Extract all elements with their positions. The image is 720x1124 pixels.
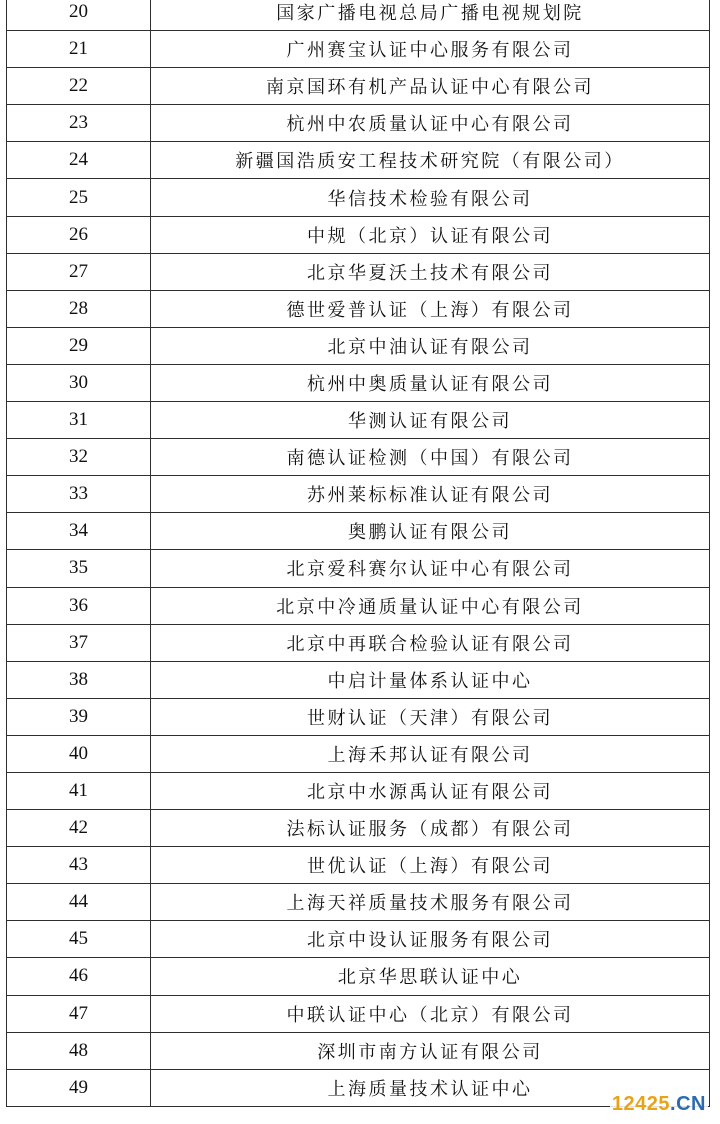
organization-name-cell: 北京华思联认证中心 [337,967,523,989]
organization-name-cell: 杭州中农质量认证中心有限公司 [286,114,574,136]
row-number-cell: 33 [7,476,151,512]
row-number-cell: 46 [7,958,151,994]
row-number-cell: 29 [7,328,151,364]
row-number-cell: 43 [7,847,151,883]
table-row [7,699,709,736]
certification-body-table [6,0,710,1107]
organization-name-cell: 北京中油认证有限公司 [327,336,533,358]
table-row [7,179,709,216]
row-number-cell: 34 [7,513,151,549]
organization-name-cell: 上海天祥质量技术服务有限公司 [286,893,574,915]
organization-name-cell: 南京国环有机产品认证中心有限公司 [266,77,594,99]
organization-name-cell: 国家广播电视总局广播电视规划院 [276,3,584,25]
table-row [7,996,709,1033]
row-number-cell: 42 [7,810,151,846]
organization-name-cell: 北京中水源禹认证有限公司 [307,782,553,804]
table-row [7,476,709,513]
table-row [7,625,709,662]
row-number-cell: 35 [7,550,151,586]
organization-name-cell: 杭州中奥质量认证有限公司 [307,373,553,395]
table-row [7,921,709,958]
table-row [7,0,709,31]
watermark-dot: . [670,1093,677,1115]
organization-name-cell: 奥鹏认证有限公司 [348,522,512,544]
table-row [7,958,709,995]
organization-name-cell: 中规（北京）认证有限公司 [307,225,553,247]
row-number-cell: 32 [7,439,151,475]
table-row [7,1033,709,1070]
table-row [7,588,709,625]
row-number-cell: 22 [7,68,151,104]
watermark-number: 12425 [611,1093,671,1115]
row-number-cell: 21 [7,31,151,67]
row-number-cell: 24 [7,142,151,178]
table-row [7,217,709,254]
table-row [7,291,709,328]
organization-name-cell: 中启计量体系认证中心 [327,670,533,692]
row-number-cell: 44 [7,884,151,920]
row-number-cell: 23 [7,105,151,141]
organization-name-cell: 上海质量技术认证中心 [327,1078,533,1100]
watermark-suffix: CN [676,1093,706,1115]
table-row [7,105,709,142]
organization-name-cell: 德世爱普认证（上海）有限公司 [286,299,574,321]
row-number-cell: 31 [7,402,151,438]
organization-name-cell: 世财认证（天津）有限公司 [307,707,553,729]
row-number-cell: 45 [7,921,151,957]
organization-name-cell: 新疆国浩质安工程技术研究院（有限公司） [235,151,625,173]
row-number-cell: 27 [7,254,151,290]
table-row [7,736,709,773]
organization-name-cell: 北京中设认证服务有限公司 [307,930,553,952]
organization-name-cell: 北京爱科赛尔认证中心有限公司 [286,559,574,581]
organization-name-cell: 深圳市南方认证有限公司 [317,1041,543,1063]
organization-name-cell: 苏州莱标标准认证有限公司 [307,485,553,507]
organization-name-cell: 北京中再联合检验认证有限公司 [286,633,574,655]
table-row [7,68,709,105]
table-row [7,254,709,291]
row-number-cell: 48 [7,1033,151,1069]
row-number-cell: 20 [7,0,151,30]
table-row [7,847,709,884]
row-number-cell: 40 [7,736,151,772]
table-row [7,884,709,921]
organization-name-cell: 华信技术检验有限公司 [327,188,533,210]
organization-name-cell: 北京华夏沃土技术有限公司 [307,262,553,284]
table-row [7,550,709,587]
row-number-cell: 36 [7,588,151,624]
table-row [7,662,709,699]
table-row [7,365,709,402]
organization-name-cell: 中联认证中心（北京）有限公司 [286,1004,574,1026]
table-row [7,810,709,847]
table-row [7,142,709,179]
table-row [7,513,709,550]
row-number-cell: 28 [7,291,151,327]
row-number-cell: 41 [7,773,151,809]
row-number-cell: 38 [7,662,151,698]
site-watermark [610,1093,708,1116]
organization-name-cell: 南德认证检测（中国）有限公司 [286,448,574,470]
table-row [7,439,709,476]
table-row [7,1070,709,1107]
organization-name-cell: 世优认证（上海）有限公司 [307,856,553,878]
row-number-cell: 30 [7,365,151,401]
row-number-cell: 26 [7,217,151,253]
organization-name-cell: 法标认证服务（成都）有限公司 [286,819,574,841]
organization-name-cell: 广州赛宝认证中心服务有限公司 [286,40,574,62]
table-row [7,773,709,810]
organization-name-cell: 北京中冷通质量认证中心有限公司 [276,596,584,618]
table-row [7,328,709,365]
organization-name-cell: 华测认证有限公司 [348,411,512,433]
organization-name-cell: 上海禾邦认证有限公司 [327,744,533,766]
row-number-cell: 49 [7,1070,151,1106]
row-number-cell: 39 [7,699,151,735]
row-number-cell: 47 [7,996,151,1032]
row-number-cell: 25 [7,179,151,215]
table-row [7,31,709,68]
table-row [7,402,709,439]
row-number-cell: 37 [7,625,151,661]
